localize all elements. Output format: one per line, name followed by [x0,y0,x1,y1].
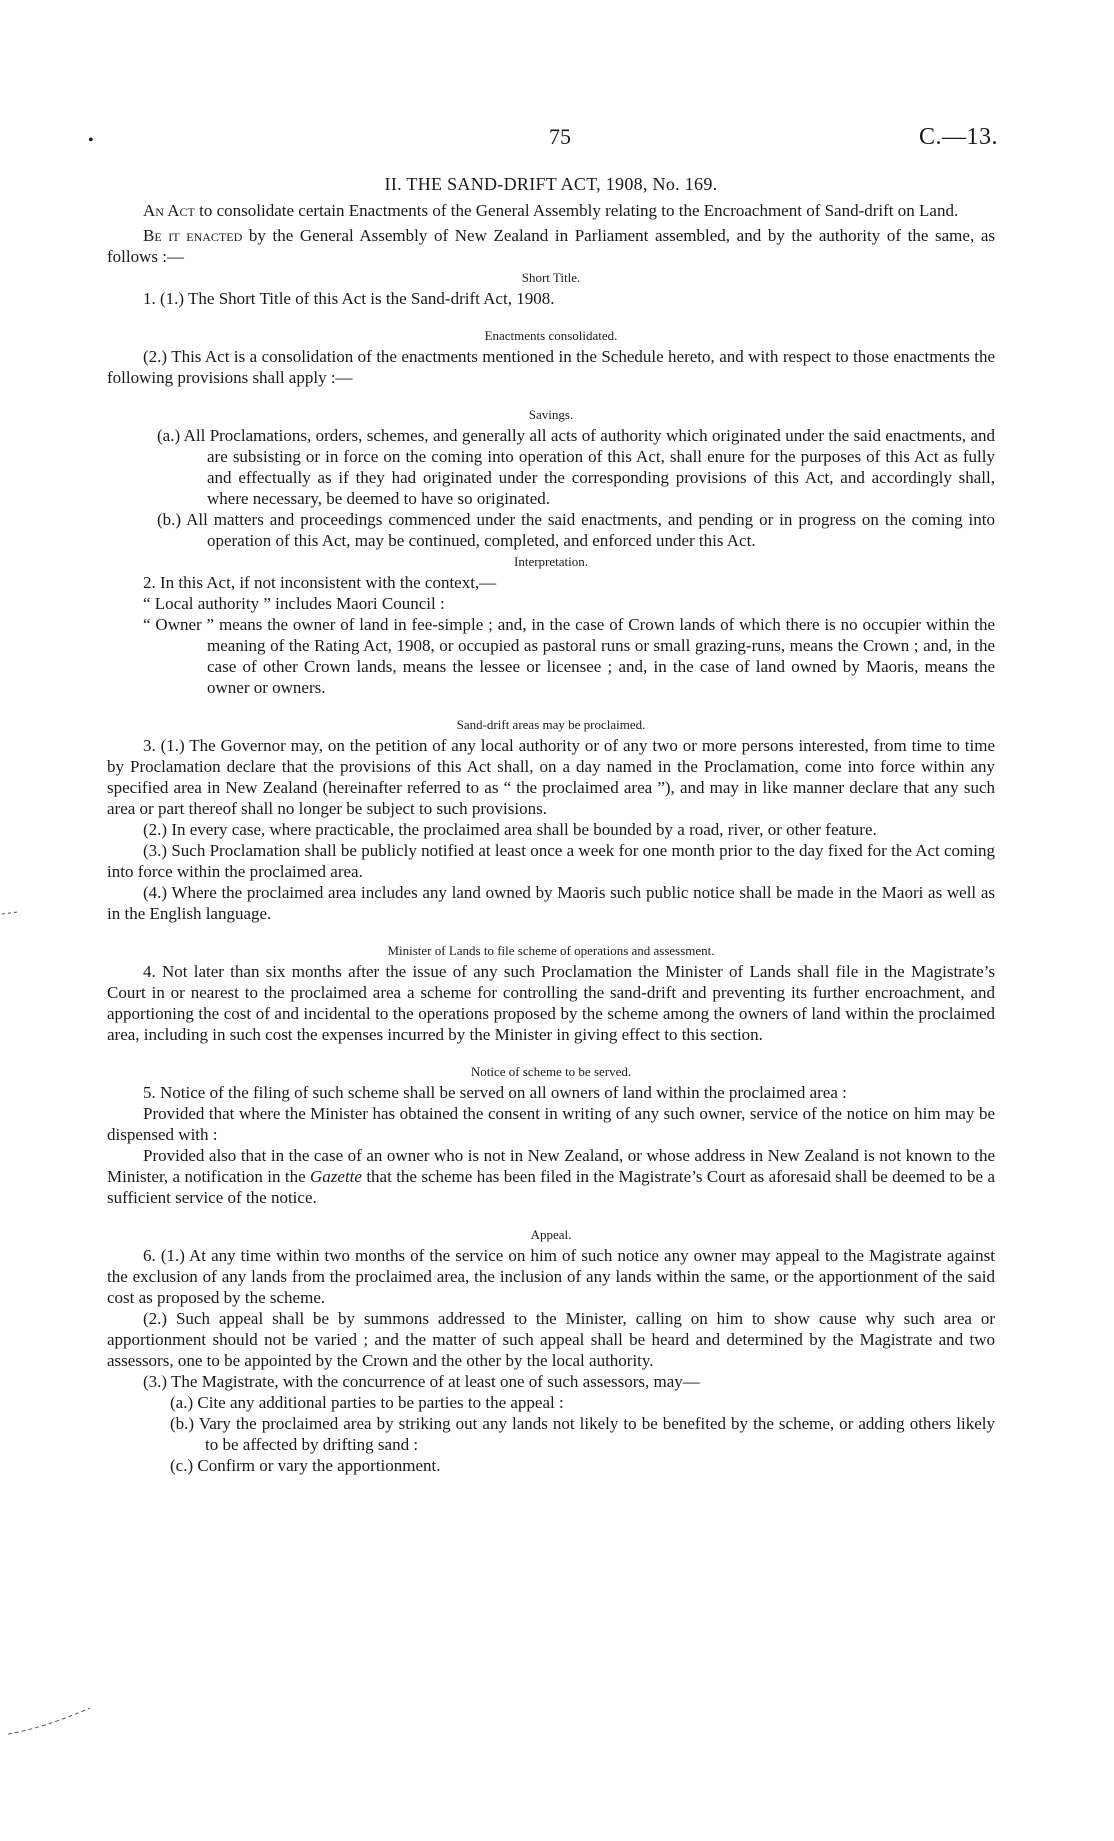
marginal-heading-savings: Savings. [528,407,574,422]
section-3-3: (3.) Such Proclamation shall be publicly notified at least once a week for one month prior to the day fixed for the Act coming into force within the proclaimed area. [107,841,995,881]
section-5-proviso-1: Provided that where the Minister has obtained the consent in writing of any such owner, service of the notice on him may be dispensed with : [107,1104,995,1144]
section-1-a: (a.) All Proclamations, orders, schemes, and generally all acts of authority which originated under the said enactments, and are subsisting or in force on the coming into operation of this Act, shall enure for the purposes of this Act as fully and effectually as if they had originated under the corresponding provisions of this Act, and accordingly shall, where necessary, be deemed to have so originated. [157,426,995,508]
proviso-2-text-a: Provided also that in the case of an owner who is not in New Zealand, or whose address in New Zealand is not known to the Minister, a notification in the [107,1146,995,1186]
marginal-heading-consolidated: Enactments consolidated. [484,328,618,343]
marginal-heading-interpretation: Interpretation. [514,554,588,569]
section-5: 5. Notice of the filing of such scheme shall be served on all owners of land within the proclaimed area : [143,1083,847,1102]
section-6-3-a: (a.) Cite any additional parties to be parties to the appeal : [170,1393,564,1412]
marginal-heading-appeal: Appeal. [530,1227,572,1242]
enacting-lead: Be it enacted [143,226,243,245]
section-1-2: (2.) This Act is a consolidation of the enactments mentioned in the Schedule hereto, and with respect to those enactments the following provisions shall apply :— [107,347,995,387]
long-title-text: to consolidate certain Enactments of the General Assembly relating to the Encroachment of Sand-drift on Land. [194,201,959,220]
marginal-heading-proclaimed: Sand-drift areas may be proclaimed. [456,717,646,732]
definition-owner: “ Owner ” means the owner of land in fee-simple ; and, in the case of Crown lands of which there is no occupier within the meaning of the Rating Act, 1908, or occupied as pastoral runs or small grazing-runs, means the Crown ; and, in the case of other Crown lands, means the lessee or licensee ; and, in the case of land owned by Maoris, means the owner or owners. [143,615,995,697]
page-bullet: • [88,132,94,149]
act-title: II. THE SAND-DRIFT ACT, 1908, No. 169. [384,174,718,194]
marginal-heading-short-title: Short Title. [521,270,581,285]
section-3-4: (4.) Where the proclaimed area includes any land owned by Maoris such public notice shall be made in the Maori as well as in the English language. [107,883,995,923]
gazette-title: Gazette [310,1167,362,1186]
scan-mark-bottom-left [4,1700,94,1740]
proviso-2-text-b: that the scheme has been filed in the Magistrate’s Court as aforesaid shall be deemed to be a sufficient service of the notice. [107,1167,995,1207]
section-2: 2. In this Act, if not inconsistent with the context,— [143,573,497,592]
page-number: 75 [549,124,571,149]
document-reference: C.—13. [918,124,998,150]
section-1-b: (b.) All matters and proceedings commenced under the said enactments, and pending or in progress on the coming into operation of this Act, may be continued, completed, and enforced under this Act. [157,510,995,550]
long-title-lead: An Act [143,201,195,220]
section-6-3-b: (b.) Vary the proclaimed area by striking out any lands not likely to be benefited by the scheme, or adding others likely to be affected by drifting sand : [170,1414,995,1454]
marginal-heading-minister: Minister of Lands to file scheme of operations and assessment. [387,943,715,958]
section-6-3: (3.) The Magistrate, with the concurrence of at least one of such assessors, may— [143,1372,700,1391]
section-4: 4. Not later than six months after the issue of any such Proclamation the Minister of Lands shall file in the Magistrate’s Court in or nearest to the proclaimed area a scheme for controlling the sand-drift and preventing its further encroachment, and apportioning the cost of and incidental to the operations proposed by the scheme among the owners of land within the proclaimed area, including in such cost the expenses incurred by the Minister in giving effect to this section. [107,962,995,1044]
section-1-1: 1. (1.) The Short Title of this Act is the Sand-drift Act, 1908. [143,289,555,308]
enacting-clause [107,225,995,267]
section-6-1: 6. (1.) At any time within two months of the service on him of such notice any owner may appeal to the Magistrate against the exclusion of any lands from the proclaimed area, the inclusion of any lands within the same, or the apportionment of the said cost as proposed by the scheme. [107,1246,995,1307]
act-body [107,174,995,1476]
definition-local-authority: “ Local authority ” includes Maori Council : [143,594,445,613]
enacting-text: by the General Assembly of New Zealand in Parliament assembled, and by the authority of the same, as follows :— [107,226,995,266]
scan-mark-left [0,900,30,930]
section-5-proviso-2 [107,1145,995,1208]
section-3-1: 3. (1.) The Governor may, on the petition of any local authority or of any two or more persons interested, from time to time by Proclamation declare that the provisions of this Act shall, on a day named in the Proclamation, come into force within any specified area in New Zealand (hereinafter referred to as “ the proclaimed area ”), and may in like manner declare that any such area or part thereof shall no longer be subject to such provisions. [107,736,995,818]
section-6-3-c: (c.) Confirm or vary the apportionment. [170,1456,441,1475]
section-6-2: (2.) Such appeal shall be by summons addressed to the Minister, calling on him to show cause why such area or apportionment should not be varied ; and the matter of such appeal shall be heard and determined by the Magistrate and two assessors, one to be appointed by the Crown and the other by the local authority. [107,1309,995,1370]
marginal-heading-notice: Notice of scheme to be served. [470,1064,632,1079]
long-title [107,200,995,221]
section-3-2: (2.) In every case, where practicable, the proclaimed area shall be bounded by a road, river, or other feature. [143,820,877,839]
